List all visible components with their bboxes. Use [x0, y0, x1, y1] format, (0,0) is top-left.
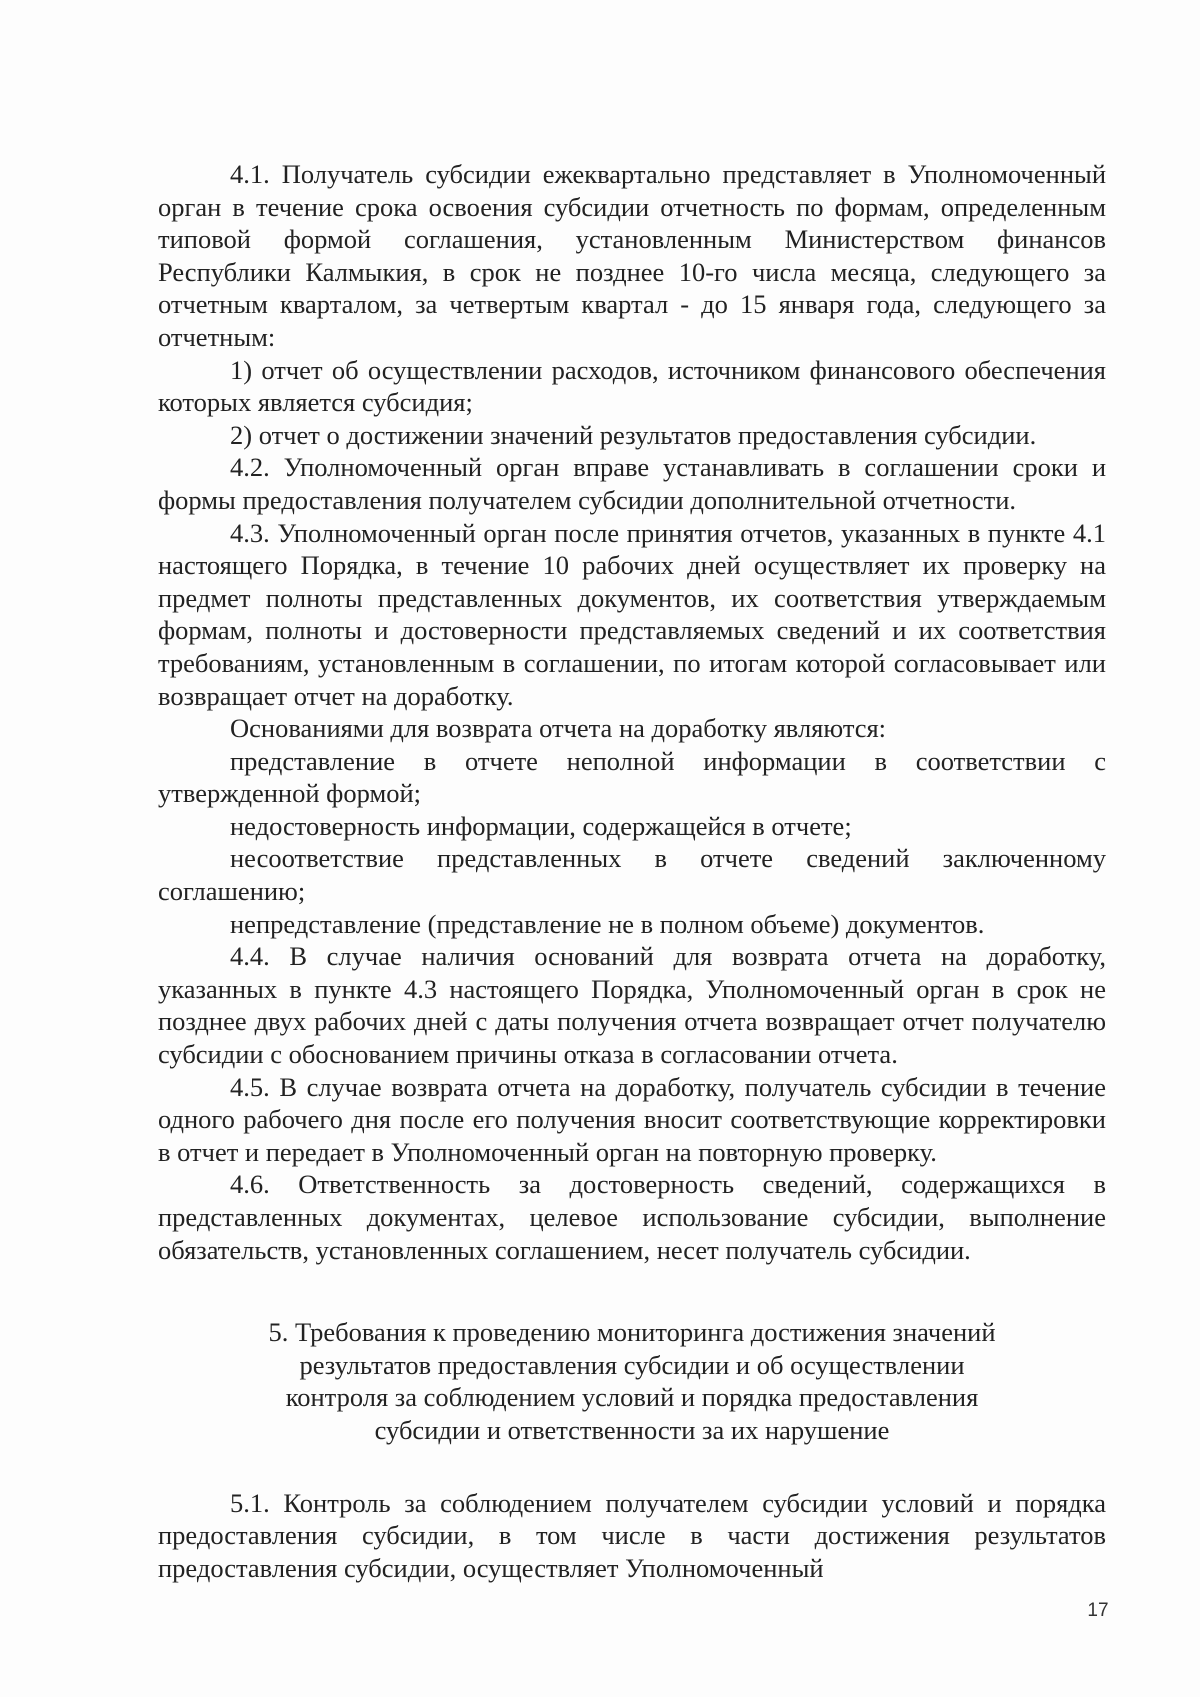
list-item-mismatch: несоответствие представленных в отчете сведений заключенному соглашению;	[158, 843, 1106, 907]
section-heading-line: субсидии и ответственности за их нарушение	[374, 1414, 890, 1445]
section-heading-line: контроля за соблюдением условий и порядка предоставления	[285, 1382, 979, 1413]
document-body	[158, 158, 1106, 1584]
page-number: 17	[1087, 1600, 1109, 1621]
paragraph-return-grounds: Основаниями для возврата отчета на доработку являются:	[230, 713, 887, 744]
paragraph-4-3: 4.3. Уполномоченный орган после принятия отчетов, указанных в пункте 4.1 настоящего Порядка, в течение 10 рабочих дней осуществляет их проверку на предмет полноты представленных документов, их соответствия утверждаемым формам, полноты и достоверности представляемых сведений и их соответствия требованиям, установленным в соглашении, по итогам которой согласовывает или возвращает отчет на доработку.	[158, 517, 1106, 711]
paragraph-4-6: 4.6. Ответственность за достоверность сведений, содержащихся в представленных документах, целевое использование субсидии, выполнение обязательств, установленных соглашением, несет получатель субсидии.	[158, 1169, 1106, 1265]
paragraph-5-1: 5.1. Контроль за соблюдением получателем субсидии условий и порядка предоставления субсидии, в том числе в части достижения результатов предоставления субсидии, осуществляет Уполномоченный	[158, 1487, 1106, 1583]
list-item-report-results: 2) отчет о достижении значений результатов предоставления субсидии.	[230, 419, 1037, 450]
section-heading-line: результатов предоставления субсидии и об осуществлении	[299, 1349, 965, 1380]
list-item-non-submission: непредставление (представление не в полном объеме) документов.	[230, 908, 985, 939]
paragraph-4-1: 4.1. Получатель субсидии ежеквартально представляет в Уполномоченный орган в течение срока освоения субсидии отчетность по формам, определенным типовой формой соглашения, установленным Министерством финансов Республики Калмыкия, в срок не позднее 10-го числа месяца, следующего за отчетным кварталом, за четвертым квартал - до 15 января года, следующего за отчетным:	[158, 159, 1106, 352]
section-5-heading	[158, 1316, 1106, 1446]
section-heading-line: 5. Требования к проведению мониторинга достижения значений	[268, 1317, 996, 1348]
list-item-unreliable-info: недостоверность информации, содержащейся в отчете;	[230, 810, 852, 841]
paragraph-4-2: 4.2. Уполномоченный орган вправе устанавливать в соглашении сроки и формы предоставления получателем субсидии дополнительной отчетности.	[158, 452, 1106, 515]
list-item-incomplete-info: представление в отчете неполной информации в соответствии с утвержденной формой;	[158, 745, 1106, 809]
list-item-report-expenses: 1) отчет об осуществлении расходов, источником финансового обеспечения которых является субсидия;	[158, 354, 1106, 418]
paragraph-4-4: 4.4. В случае наличия оснований для возврата отчета на доработку, указанных в пункте 4.3 настоящего Порядка, Уполномоченный орган в срок не позднее двух рабочих дней с даты получения отчета возвращает отчет получателю субсидии с обоснованием причины отказа в согласовании отчета.	[158, 941, 1106, 1070]
paragraph-4-5: 4.5. В случае возврата отчета на доработку, получатель субсидии в течение одного рабочего дня после его получения вносит соответствующие корректировки в отчет и передает в Уполномоченный орган на повторную проверку.	[158, 1071, 1106, 1167]
